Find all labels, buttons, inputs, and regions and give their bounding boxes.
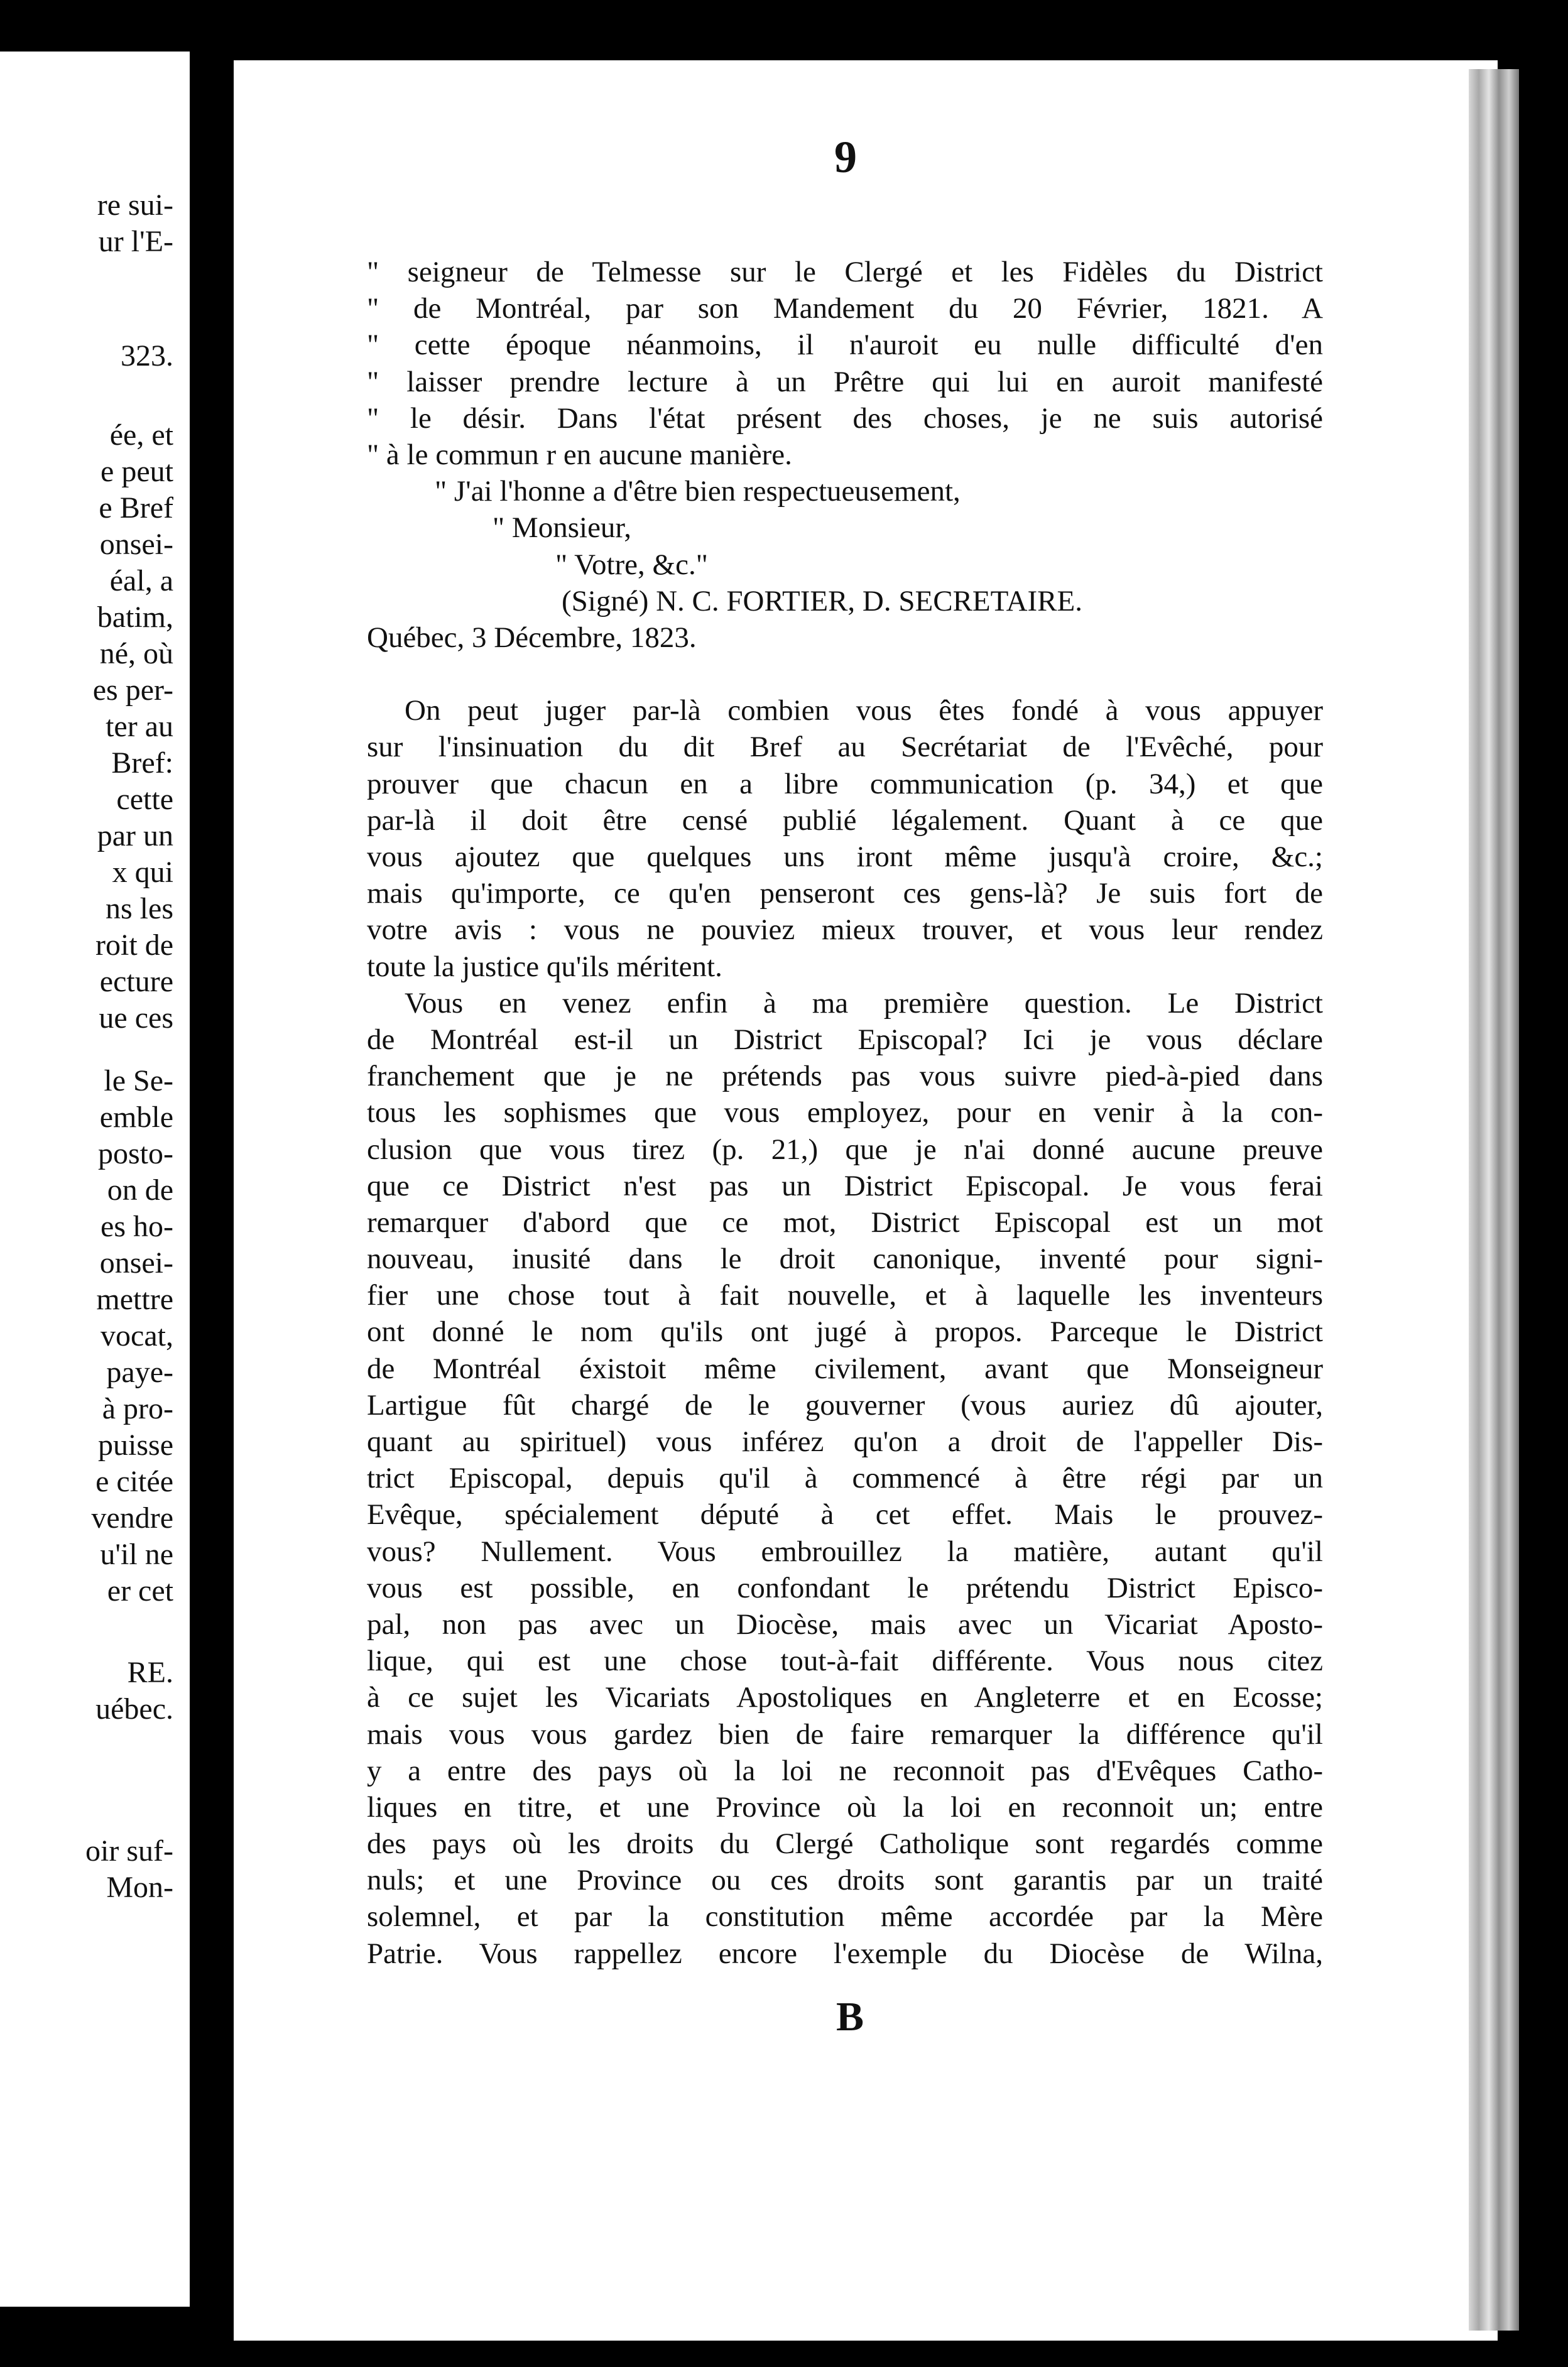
blank-line bbox=[367, 656, 1323, 692]
body-text bbox=[367, 254, 1323, 1972]
text-line: " Votre, &c." bbox=[555, 548, 708, 581]
text-line: sur l'insinuation du dit Bref au Secrétariat de l'Evêché, pour bbox=[367, 731, 1323, 764]
text-line: " J'ai l'honne a d'être bien respectueusement, bbox=[435, 475, 961, 508]
text-line: ont donné le nom qu'ils ont jugé à propos. Parceque le District bbox=[367, 1315, 1323, 1349]
left-page-text-fragment: ue ces bbox=[99, 1001, 173, 1035]
left-page-text-fragment: ter au bbox=[106, 710, 173, 743]
text-line: par-là il doit être censé publié légalement. Quant à ce que bbox=[367, 803, 1323, 837]
left-page-text-fragment: batim, bbox=[97, 601, 173, 634]
left-page-text-fragment: né, où bbox=[99, 637, 173, 670]
left-page-text-fragment: par un bbox=[97, 819, 173, 852]
text-line: des pays où les droits du Clergé Catholique sont regardés comme bbox=[367, 1827, 1323, 1861]
left-page-text-fragment: e Bref bbox=[99, 491, 173, 525]
left-page-text-fragment: puisse bbox=[98, 1428, 173, 1462]
left-page-text-fragment: Bref: bbox=[111, 746, 173, 780]
text-line: toute la justice qu'ils méritent. bbox=[367, 950, 722, 983]
text-line: liques en titre, et une Province où la loi en reconnoit un; entre bbox=[367, 1790, 1323, 1824]
text-line: à ce sujet les Vicariats Apostoliques en Angleterre et en Ecosse; bbox=[367, 1681, 1323, 1714]
left-page-text-fragment: paye- bbox=[106, 1356, 173, 1389]
text-line: franchement que je ne prétends pas vous suivre pied-à-pied dans bbox=[367, 1060, 1323, 1093]
left-page-text-fragment: roit de bbox=[95, 928, 173, 962]
left-page-text-fragment: e citée bbox=[95, 1465, 173, 1498]
text-line: solemnel, et par la constitution même accordée par la Mère bbox=[367, 1900, 1323, 1934]
previous-page-strip bbox=[0, 52, 190, 2307]
page-number: 9 bbox=[834, 132, 857, 182]
signature-mark: B bbox=[836, 1994, 864, 2040]
left-page-text-fragment: le Se- bbox=[104, 1064, 173, 1097]
text-line: de Montréal est-il un District Episcopal? Ici je vous déclare bbox=[367, 1023, 1323, 1056]
left-page-text-fragment: e peut bbox=[101, 455, 173, 488]
text-line: " Monsieur, bbox=[493, 511, 631, 545]
left-page-text-fragment: es ho- bbox=[101, 1210, 173, 1243]
left-page-text-fragment: ns les bbox=[106, 892, 173, 925]
text-line: nouveau, inusité dans le droit canonique, inventé pour signi- bbox=[367, 1243, 1323, 1276]
left-page-text-fragment: ur l'E- bbox=[98, 225, 173, 258]
text-line: trict Episcopal, depuis qu'il à commencé à être régi par un bbox=[367, 1462, 1323, 1495]
left-page-text-fragment: ée, et bbox=[109, 418, 173, 452]
text-line: y a entre des pays où la loi ne reconnoit pas d'Evêques Catho- bbox=[367, 1754, 1323, 1787]
text-line: " cette époque néanmoins, il n'auroit eu nulle difficulté d'en bbox=[367, 329, 1323, 362]
left-page-text-fragment: uébec. bbox=[95, 1692, 173, 1726]
text-line: " seigneur de Telmesse sur le Clergé et les Fidèles du District bbox=[367, 256, 1323, 288]
text-line: Lartigue fût chargé de le gouverner (vous auriez dû ajouter, bbox=[367, 1388, 1323, 1422]
text-line: clusion que vous tirez (p. 21,) que je n'ai donné aucune preuve bbox=[367, 1133, 1323, 1166]
left-page-text-fragment: es per- bbox=[92, 673, 173, 707]
text-line: (Signé) N. C. FORTIER, D. SECRETAIRE. bbox=[562, 584, 1082, 618]
left-page-text-fragment: onsei- bbox=[99, 528, 173, 561]
left-page-text-fragment: posto- bbox=[98, 1137, 173, 1170]
page-edge bbox=[1469, 69, 1519, 2331]
left-page-text-fragment: vendre bbox=[91, 1501, 173, 1535]
left-page-text-fragment: vocat, bbox=[101, 1319, 173, 1352]
text-line: vous ajoutez que quelques uns iront même jusqu'à croire, &c.; bbox=[367, 841, 1323, 873]
text-line: " laisser prendre lecture à un Prêtre qui lui en auroit manifesté bbox=[367, 365, 1323, 398]
text-line: vous est possible, en confondant le prétendu District Episco- bbox=[367, 1571, 1323, 1604]
left-page-text-fragment: Mon- bbox=[106, 1871, 173, 1904]
text-line: tous les sophismes que vous employez, pour en venir à la con- bbox=[367, 1096, 1323, 1129]
left-page-text-fragment: oir suf- bbox=[85, 1834, 173, 1868]
text-line: votre avis : vous ne pouviez mieux trouver, et vous leur rendez bbox=[367, 913, 1323, 947]
text-line: Vous en venez enfin à ma première question. Le District bbox=[405, 986, 1323, 1020]
left-page-text-fragment: x qui bbox=[112, 856, 173, 889]
left-page-text-fragment: éal, a bbox=[109, 564, 173, 597]
text-line: " à le commun r en aucune manière. bbox=[367, 438, 792, 471]
text-line: lique, qui est une chose tout-à-fait différente. Vous nous citez bbox=[367, 1645, 1323, 1678]
left-page-text-fragment: on de bbox=[107, 1173, 173, 1207]
text-line: prouver que chacun en a libre communication (p. 34,) et que bbox=[367, 767, 1323, 800]
text-line: On peut juger par-là combien vous êtes fondé à vous appuyer bbox=[405, 694, 1323, 727]
left-page-text-fragment: er cet bbox=[107, 1574, 173, 1608]
text-line: vous? Nullement. Vous embrouillez la matière, autant qu'il bbox=[367, 1535, 1323, 1568]
left-page-text-fragment: emble bbox=[99, 1101, 173, 1134]
left-page-text-fragment: re sui- bbox=[97, 188, 173, 222]
text-line: quant au spirituel) vous inférez qu'on a droit de l'appeller Dis- bbox=[367, 1425, 1323, 1458]
text-line: Patrie. Vous rappellez encore l'exemple du Diocèse de Wilna, bbox=[367, 1937, 1323, 1970]
text-line: mais qu'importe, ce qu'en penseront ces gens-là? Je suis fort de bbox=[367, 877, 1323, 910]
text-line: fier une chose tout à fait nouvelle, et à laquelle les inventeurs bbox=[367, 1279, 1323, 1312]
left-page-text-fragment: RE. bbox=[127, 1656, 173, 1689]
left-page-text-fragment: ecture bbox=[99, 965, 173, 998]
text-line: " le désir. Dans l'état présent des choses, je ne suis autorisé bbox=[367, 401, 1323, 435]
text-line: nuls; et une Province ou ces droits sont garantis par un traité bbox=[367, 1864, 1323, 1897]
left-page-text-fragment: mettre bbox=[96, 1283, 173, 1316]
text-line: remarquer d'abord que ce mot, District Episcopal est un mot bbox=[367, 1205, 1323, 1239]
left-page-text-fragment: à pro- bbox=[102, 1392, 173, 1425]
text-line: Québec, 3 Décembre, 1823. bbox=[367, 621, 697, 654]
text-line: que ce District n'est pas un District Episcopal. Je vous ferai bbox=[367, 1169, 1323, 1202]
left-page-text-fragment: cette bbox=[116, 783, 173, 816]
left-page-text-fragment: u'il ne bbox=[100, 1538, 173, 1571]
text-line: de Montréal éxistoit même civilement, avant que Monseigneur bbox=[367, 1352, 1323, 1385]
text-line: " de Montréal, par son Mandement du 20 Février, 1821. A bbox=[367, 292, 1323, 325]
left-page-text-fragment: onsei- bbox=[99, 1246, 173, 1280]
left-page-text-fragment: 323. bbox=[121, 339, 173, 373]
text-line: mais vous vous gardez bien de faire remarquer la différence qu'il bbox=[367, 1717, 1323, 1751]
text-line: Evêque, spécialement député à cet effet. Mais le prouvez- bbox=[367, 1498, 1323, 1532]
text-line: pal, non pas avec un Diocèse, mais avec un Vicariat Aposto- bbox=[367, 1608, 1323, 1641]
